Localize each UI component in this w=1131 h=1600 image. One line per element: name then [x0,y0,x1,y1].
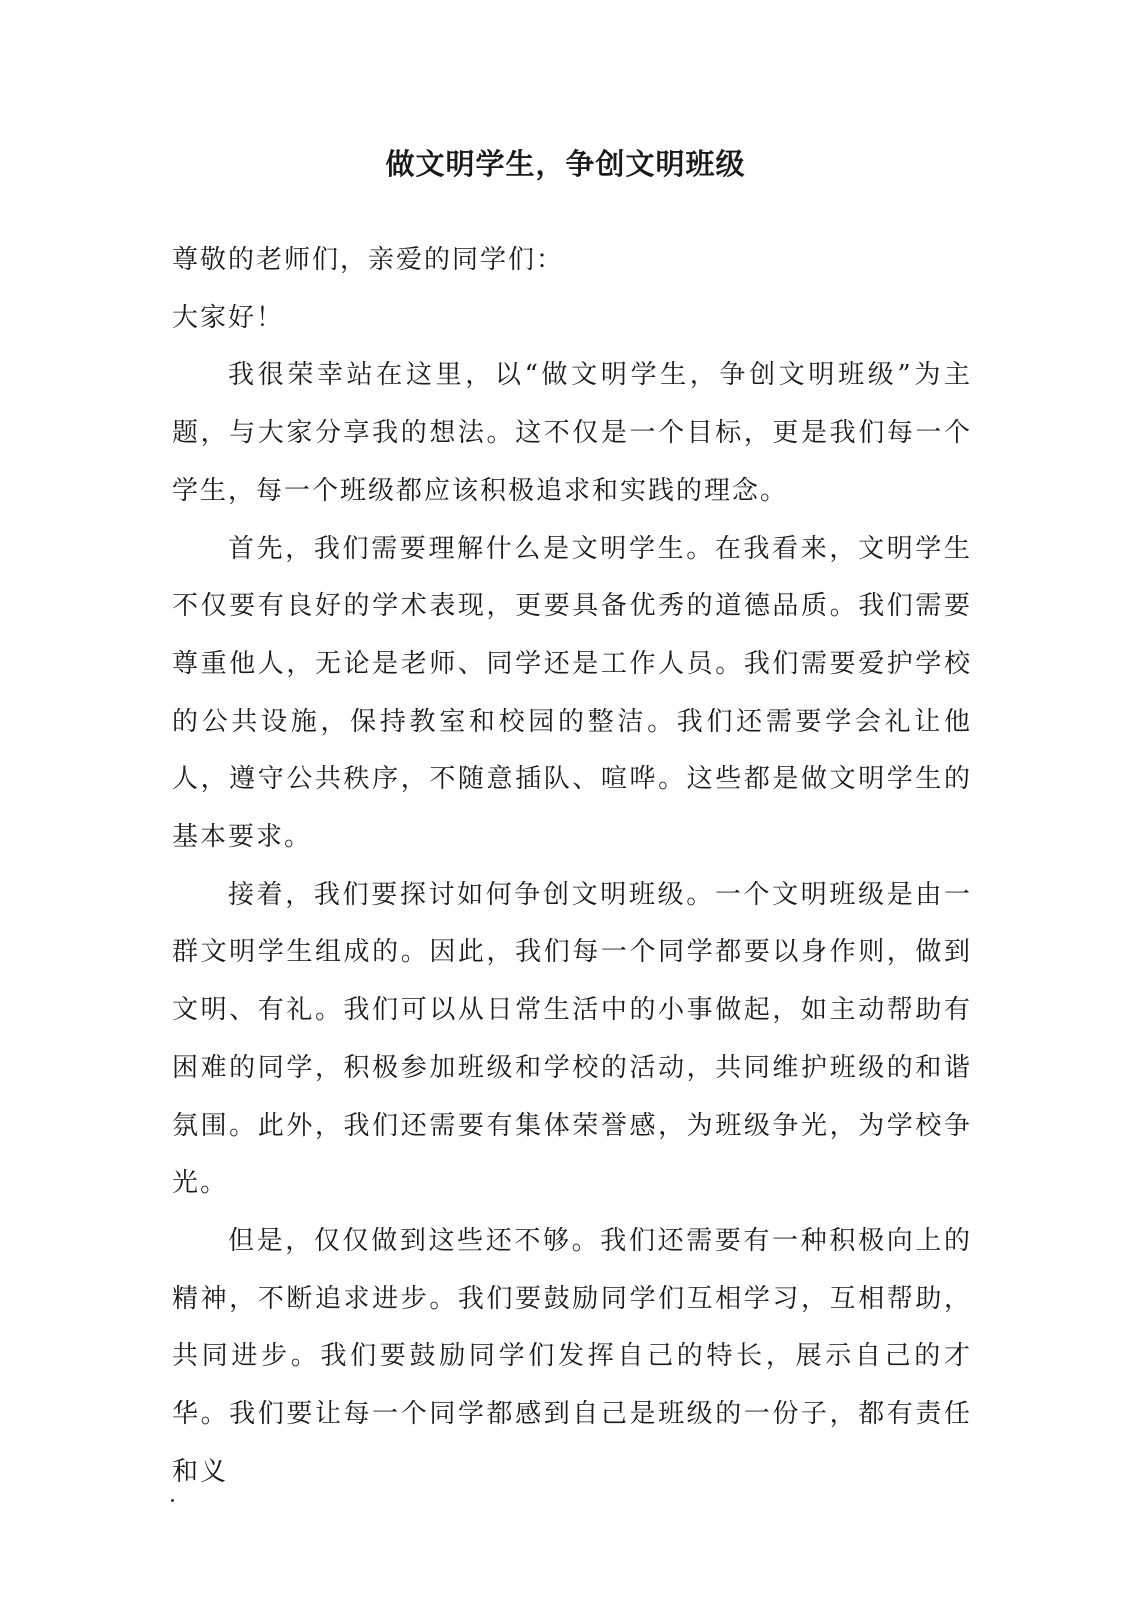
paragraph-intro: 我很荣幸站在这里，以“做文明学生，争创文明班级”为主题，与大家分享我的想法。这不仅是一个目标，更是我们每一个学生，每一个班级都应该积极追求和实践的理念。 [172,360,972,506]
paragraph-civilized-student: 首先，我们需要理解什么是文明学生。在我看来，文明学生不仅要有良好的学术表现，更要具备优秀的道德品质。我们需要尊重他人，无论是老师、同学还是工作人员。我们需要爱护学校的公共设施，保持教室和校园的整洁。我们还需要学会礼让他人，遵守公共秩序，不随意插队、喧哗。这些都是做文明学生的基本要求。 [172,533,972,853]
document-title: 做文明学生，争创文明班级 [385,147,746,181]
paragraph-civilized-class: 接着，我们要探讨如何争创文明班级。一个文明班级是由一群文明学生组成的。因此，我们每一个同学都要以身作则，做到文明、有礼。我们可以从日常生活中的小事做起，如主动帮助有困难的同学，积极参加班级和学校的活动，共同维护班级的和谐氛围。此外，我们还需要有集体荣誉感，为班级争光，为学校争光。 [172,879,972,1199]
document-body [172,232,972,1501]
greeting: 大家好！ [172,302,285,333]
paragraph-progress: 但是，仅仅做到这些还不够。我们还需要有一种积极向上的精神，不断追求进步。我们要鼓励同学们互相学习，互相帮助，共同进步。我们要鼓励同学们发挥自己的特长，展示自己的才华。我们要让每一个同学都感到自己是班级的一份子，都有责任和义 [172,1225,972,1487]
footer-dot-mark [171,1499,174,1502]
salutation: 尊敬的老师们，亲爱的同学们： [172,245,565,275]
